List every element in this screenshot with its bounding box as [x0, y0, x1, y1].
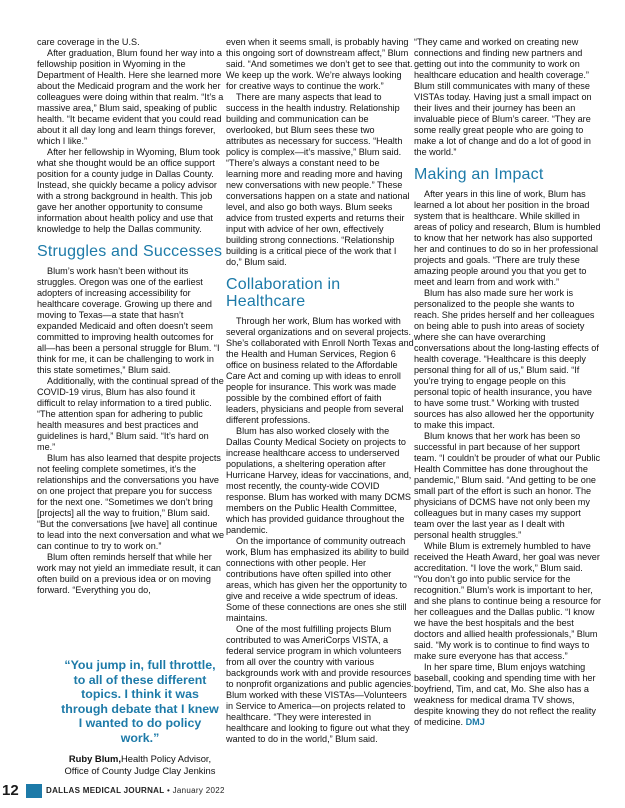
paragraph: Blum often reminds herself that while her work may not yield an immediate result, it can often build on a previous idea or on moving forward. “Everything you do,	[37, 552, 221, 595]
publication-line	[46, 786, 225, 795]
article-column-3	[414, 37, 602, 728]
issue-date: January 2022	[172, 786, 225, 795]
paragraph: After her fellowship in Wyoming, Blum took what she thought would be an office support position for a county judge in Dallas County. Instead, she quickly became a policy advisor with a strong background in health. This job gave her another opportunity to consume information about health policy and use that knowledge to help the Dallas community.	[37, 147, 220, 234]
paragraph-text: In her spare time, Blum enjoys watching baseball, cooking and spending time with her boyfriend, Tim, and cat, Mo. She also has a weakness for medical drama TV shows, despite knowing they do not reflect the reality of medicine.	[414, 662, 596, 727]
section-heading-struggles: Struggles and Successes	[37, 243, 223, 260]
paragraph: On the importance of community outreach work, Blum has emphasized its ability to build connections with other people. Her contributions have often spilled into other areas, which has given her the opportunity to give and receive a wide spectrum of ideas. Some of these connections are ones she still maintains.	[226, 536, 409, 623]
pull-quote-text: “You jump in, full throttle, to all of these different topics. I think it was through debate that I knew I wanted to do policy work.”	[61, 658, 219, 745]
paragraph: There are many aspects that lead to success in the health industry. Relationship building and communication can be overlooked, but Blum sees these two attributes as necessary for success. “Health policy is complex—it’s massive,” Blum said. “There’s always a constant need to be learning more and reading more and having new conversations with new people.” These conversations happen on a state and national level, and also go both ways. Blum seeks advice from trusted experts and returns their input with advice of her own, effectively building strong connections. “Relationship building is a critical piece of the work that I do,” Blum said.	[226, 92, 410, 267]
paragraph: Blum has also made sure her work is personalized to the people she wants to reach. She prides herself and her colleagues on being able to push into areas of society where she can have overarching conversations about the long-lasting effects of health coverage. “Healthcare is this deeply personal thing for all of us,” Blum said. “If you’re trying to engage people on this personal topic of health insurance, you have to have some trust.” Working with trusted sources has also allowed her the opportunity to make this impact.	[414, 288, 599, 430]
publication-name: DALLAS MEDICAL JOURNAL	[46, 786, 165, 795]
paragraph: Blum’s work hasn’t been without its struggles. Oregon was one of the earliest adopters of increasing accessibility for healthcare coverage. Growing up there and moving to Texas—a state that hasn’t expanded Medicaid and often doesn’t seem committed to improving health outcomes for all—has been a personal struggle for Blum. “I think for me, it can be challenging to work in this state sometimes,” Blum said.	[37, 266, 220, 375]
page-number: 12	[2, 782, 19, 799]
paragraph: After years in this line of work, Blum has learned a lot about her position in the broad system that is healthcare. While skilled in areas of policy and research, Blum is humbled to know that her network has also supported her and continues to do so in her professional projects and goals. “There are truly these amazing people around you that you get to meet and learn from and work with.”	[414, 189, 601, 287]
page-footer	[0, 781, 625, 801]
paragraph: Blum knows that her work has been so successful in part because of her support team. “I couldn’t be prouder of what our Public Health Committee has done throughout the pandemic,” Blum said. “And getting to be one small part of the effort is such an honor. The physicians of DCMS have not only been my colleagues but in many cases my support team over the last year as I dealt with personal health struggles.”	[414, 431, 601, 540]
footer-accent-bar	[26, 784, 42, 798]
paragraph: Blum has also worked closely with the Dallas County Medical Society on projects to increase healthcare access to underserved populations, a sheltering operation after Hurricane Harvey, ideas for vaccinations, and, most recently, the county-wide COVID response. Blum has worked with many DCMS members on the Public Health Committee, which has provided guidance throughout the pandemic.	[226, 426, 412, 535]
paragraph	[414, 662, 602, 728]
pull-quote-title: Health Policy Advisor, Office of County Judge Clay Jenkins	[64, 753, 216, 776]
footer-separator: •	[164, 786, 173, 795]
paragraph: Blum has also learned that despite projects not feeling complete sometimes, it’s the relationships and the conversations you have on one project that prepare you for success for the next one. “Sometimes we don’t bring [projects] all the way to fruition,” Blum said. “But the conversations [we have] all continue to lead into the next conversation and what we can continue to try to work on.”	[37, 453, 225, 551]
paragraph: even when it seems small, is probably having this ongoing sort of downstream affect,” Blum said. “And sometimes we don’t get to see that. We keep up the work. We’re always looking for creative ways to continue the work.”	[226, 37, 413, 91]
pull-quote	[60, 658, 220, 776]
paragraph: “They came and worked on creating new connections and finding new partners and getting out into the community to work on healthcare education and health coverage.” Blum still communicates with many of these VISTAs today. Having just a small impact on their lives and their journey has been an invaluable piece of Blum’s career. “They are some really great people who are going to make a lot of change and do a lot of good in the world.”	[414, 37, 592, 157]
end-mark: DMJ	[465, 717, 485, 727]
pull-quote-name: Ruby Blum,	[68, 753, 121, 764]
section-heading-impact: Making an Impact	[414, 166, 544, 183]
paragraph: care coverage in the U.S.	[37, 37, 140, 47]
paragraph: Additionally, with the continual spread of the COVID-19 virus, Blum has also found it difficult to relay information to a tired public. “The attention span for adhering to public health measures and best practices and guidelines is hard,” Blum said. “It’s hard on me.”	[37, 376, 224, 452]
pull-quote-attribution	[60, 753, 220, 776]
article-column-2	[226, 37, 414, 745]
paragraph: While Blum is extremely humbled to have received the Heath Award, her goal was never accreditation. “I love the work,” Blum said. “You don’t go into public service for the recognition.” Blum’s work is important to her, and she plans to continue being a resource for her colleagues and the Dallas public. “I know we have the best hospitals and the best doctors and allied health professionals,” Blum said. “My work is to continue to find ways to make sure everyone has that access.”	[414, 541, 602, 661]
paragraph: Through her work, Blum has worked with several organizations and on several projects. She’s collaborated with Enroll North Texas and the Health and Human Services, Region 6 office on business related to the Affordable Care Act and coming up with ideas to enroll people for insurance. This work was made possible by the combined effort of faith leaders, physicians and people from several different professions.	[226, 316, 414, 425]
paragraph: One of the most fulfilling projects Blum contributed to was AmeriCorps VISTA, a federal service program in which volunteers from all over the country with various backgrounds work with and provide resources to nonprofit organizations and public agencies. Blum worked with these VISTAs—Volunteers in Service to America—on projects related to healthcare. “They were interested in healthcare and looking to figure out what they wanted to do in the world,” Blum said.	[226, 624, 414, 744]
paragraph: After graduation, Blum found her way into a fellowship position in Wyoming in the Department of Health. Here she learned more about the Medicaid program and the work her colleagues were doing within that realm. “It’s a massive area,” Blum said, speaking of public health. “It became evident that you could read about it all day long and learn things forever, which I like.”	[37, 48, 224, 146]
article-column-1	[37, 37, 225, 596]
section-heading-collaboration: Collaboration in Healthcare	[226, 276, 341, 310]
